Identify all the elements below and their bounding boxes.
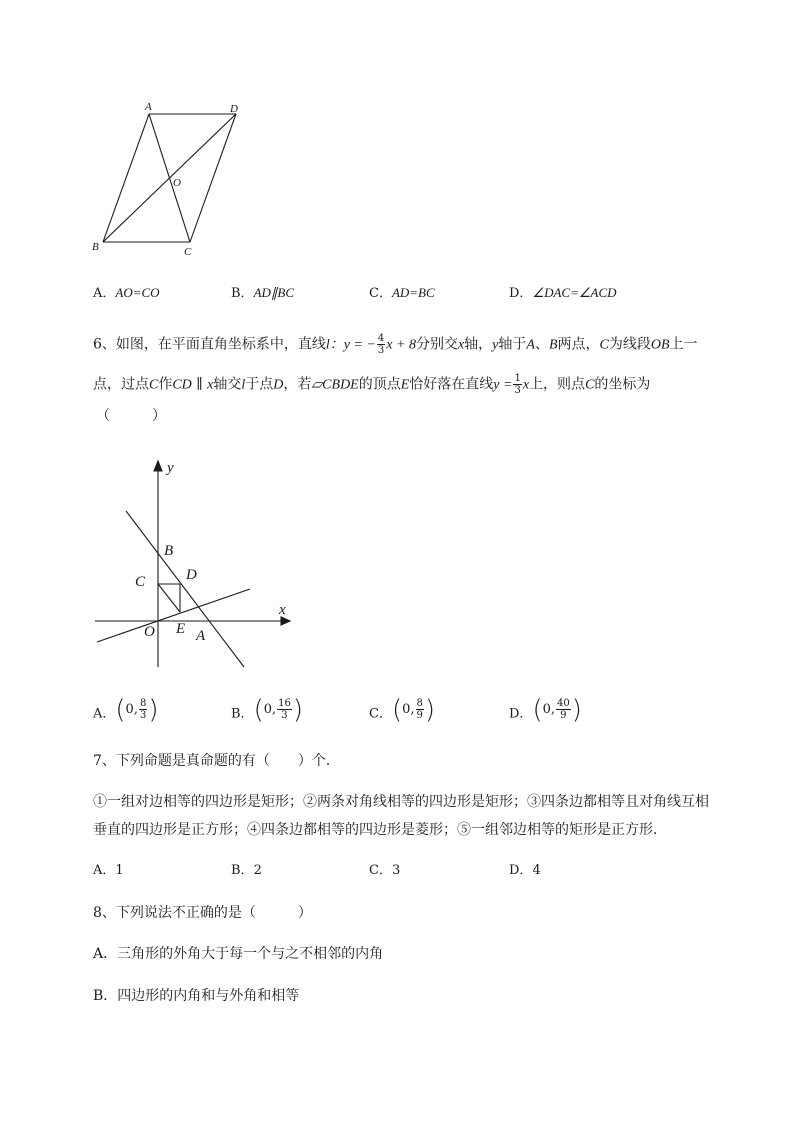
q6-option-a[interactable]: A． ( 0, $\frac{8}{3}$ ) <box>93 694 159 725</box>
q5-option-a[interactable]: A．AO=CO <box>93 285 160 301</box>
q5-option-d[interactable]: D．∠DAC=∠ACD <box>509 285 617 301</box>
fraction-four-thirds: $\frac{4}{3}$ <box>377 333 385 356</box>
label-x-axis: x <box>279 602 286 618</box>
fraction-one-third: $\frac{1}{3}$ <box>514 373 521 396</box>
q6-option-b[interactable]: B． ( 0, $\frac{16}{3}$ ) <box>231 694 304 725</box>
label-c: C <box>184 246 192 258</box>
q7-statements-line1: ①一组对边相等的四边形是矩形；②两条对角线相等的四边形是矩形；③四条边都相等且对角线互相 <box>93 794 709 810</box>
label-a: A <box>196 628 206 644</box>
coordinate-figure <box>90 455 300 675</box>
parallelogram-figure <box>86 98 256 260</box>
edge-ba <box>103 114 149 242</box>
y-axis-arrow <box>154 461 162 471</box>
label-d: D <box>186 567 197 583</box>
coordinate-expression: ( 0, $\frac{16}{3}$ ) <box>253 694 304 725</box>
x-axis-arrow <box>281 617 290 625</box>
label-e: E <box>176 621 186 637</box>
label-y-axis: y <box>167 460 174 476</box>
coordinate-expression: ( 0, $\frac{8}{9}$ ) <box>391 694 436 725</box>
label-d: D <box>230 103 238 115</box>
coordinate-expression: ( 0, $\frac{40}{9}$ ) <box>532 694 582 725</box>
q7-statements-line2: 垂直的四边形是正方形；④四条边都相等的四边形是菱形；⑤一组邻边相等的矩形是正方形． <box>93 822 667 838</box>
q7-option-b[interactable]: B．2 <box>231 863 262 878</box>
label-a: A <box>145 101 152 113</box>
q6-stem-line2: 点，过点C作CD ∥ x轴交l于点D，若▱CBDE的顶点E恰好落在直线y = $\frac{1}{3}$ x上，则点C的坐标为 <box>93 373 651 396</box>
label-o: O <box>144 624 155 640</box>
q6-option-c[interactable]: C． ( 0, $\frac{8}{9}$ ) <box>369 694 436 725</box>
q7-option-a[interactable]: A．1 <box>93 863 124 878</box>
label-b: B <box>92 241 99 253</box>
q6-stem-line1: 6、如图，在平面直角坐标系中，直线l：y = − $\frac{4}{3}$ x + 8分别交x轴，y轴于A、B两点，C为线段OB上一 <box>93 333 698 356</box>
q7-stem: 7、下列命题是真命题的有（ ）个． <box>93 753 340 769</box>
label-c: C <box>135 574 146 590</box>
segment-ce <box>158 584 180 612</box>
q8-stem: 8、下列说法不正确的是（ ） <box>93 905 312 921</box>
q6-option-d[interactable]: D． ( 0, $\frac{40}{9}$ ) <box>509 694 582 725</box>
q8-option-a[interactable]: A．三角形的外角大于每一个与之不相邻的内角 <box>93 946 384 962</box>
line-y-third-x <box>97 589 250 642</box>
label-o: O <box>173 177 181 189</box>
edge-dc <box>190 114 236 242</box>
q7-option-d[interactable]: D．4 <box>509 863 541 878</box>
label-b: B <box>164 543 174 559</box>
q7-option-c[interactable]: C．3 <box>369 863 401 878</box>
q8-option-b[interactable]: B．四边形的内角和与外角和相等 <box>93 988 300 1004</box>
q6-answer-blank: （ ） <box>96 408 166 424</box>
q5-option-b[interactable]: B．AD∥BC <box>231 285 295 301</box>
q5-option-c[interactable]: C．AD=BC <box>369 285 435 301</box>
coordinate-expression: ( 0, $\frac{8}{3}$ ) <box>115 694 159 725</box>
diagonal-bd <box>103 114 236 242</box>
